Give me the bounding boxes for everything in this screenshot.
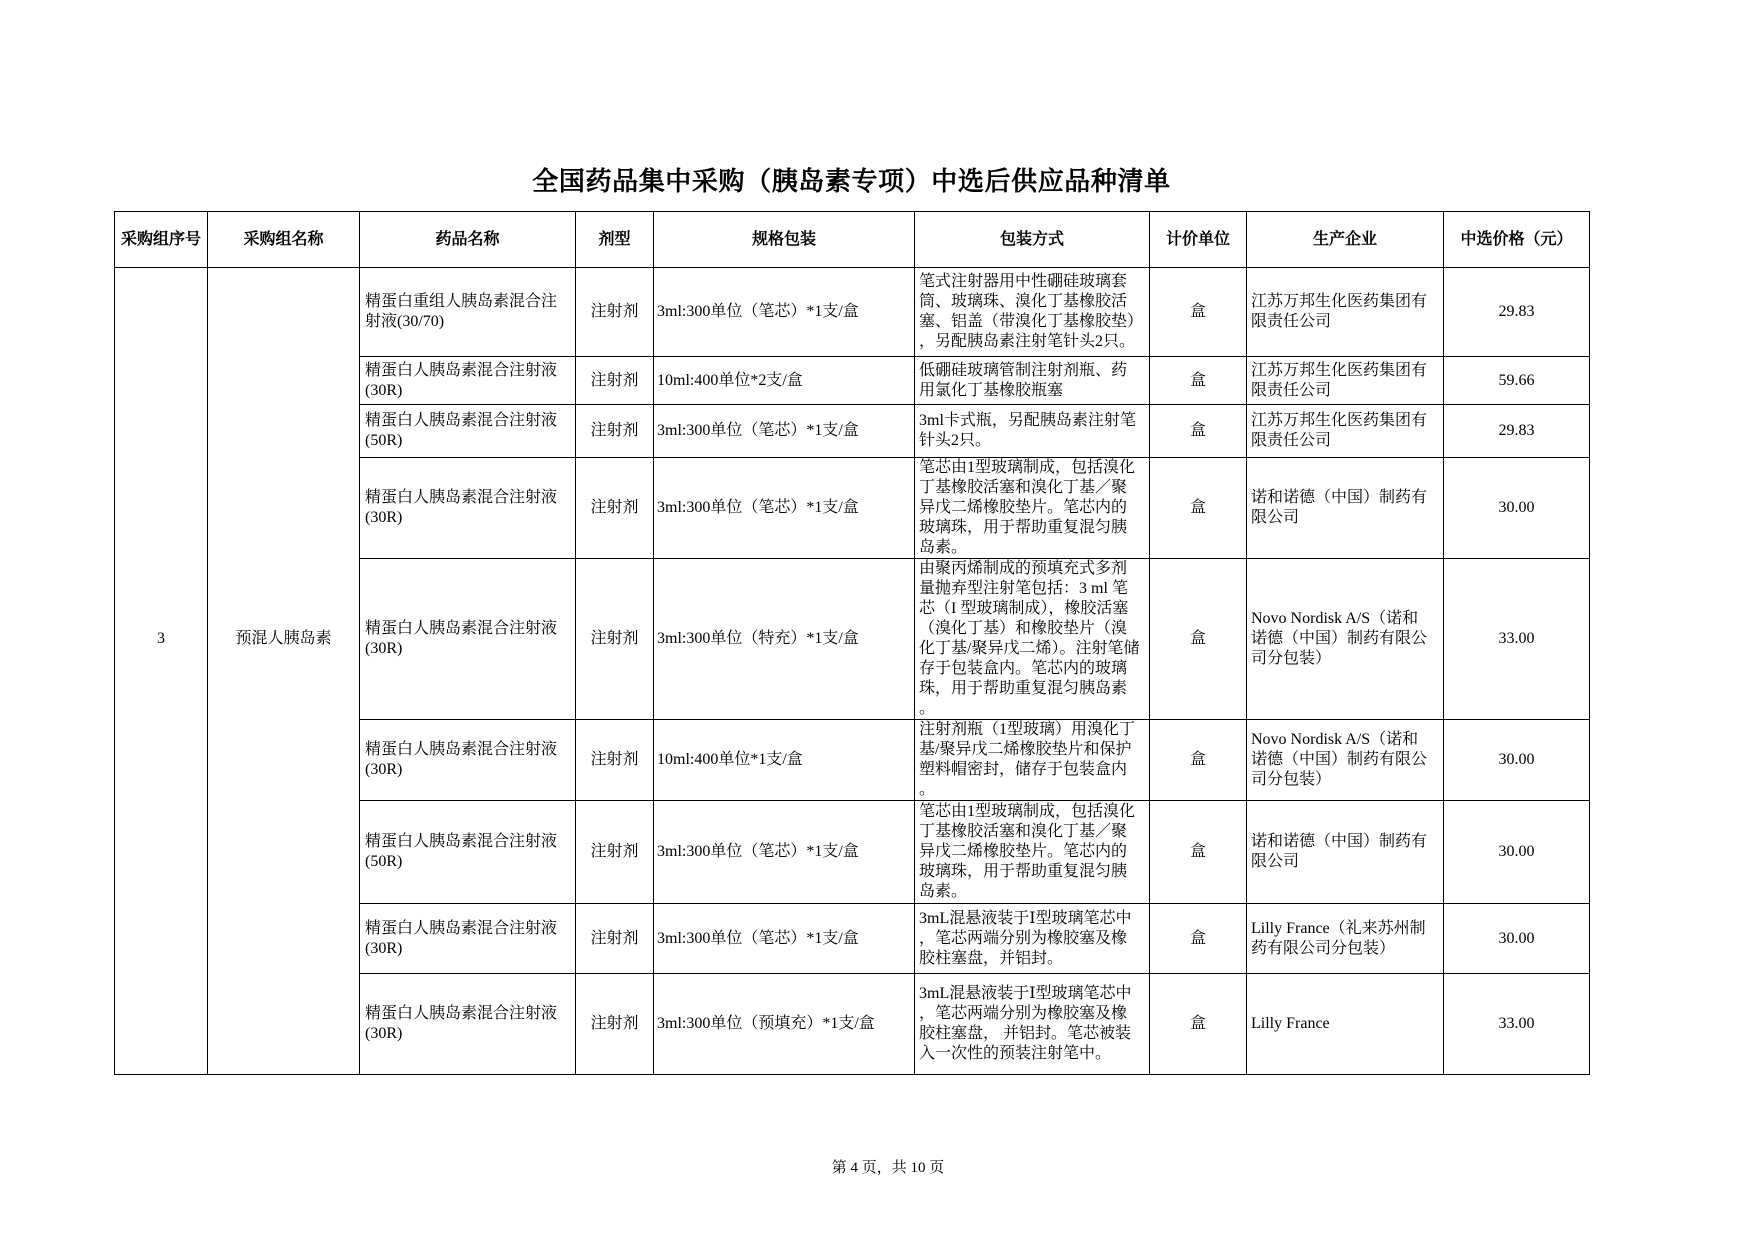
price-cell: 30.00 (1444, 801, 1590, 904)
group-number-cell: 3 (115, 268, 208, 1075)
dosage-form-cell: 注射剂 (576, 405, 654, 458)
drug-name-cell: 精蛋白人胰岛素混合注射液(50R) (360, 801, 576, 904)
page-title: 全国药品集中采购（胰岛素专项）中选后供应品种清单 (532, 167, 1171, 196)
spec-cell: 3ml:300单位（笔芯）*1支/盒 (654, 458, 915, 559)
spec-cell: 3ml:300单位（特充）*1支/盒 (654, 559, 915, 720)
packaging-cell: 3ml卡式瓶，另配胰岛素注射笔针头2只。 (915, 405, 1150, 458)
price-cell: 30.00 (1444, 458, 1590, 559)
manufacturer-cell: 诺和诺德（中国）制药有限公司 (1247, 801, 1444, 904)
spec-cell: 3ml:300单位（笔芯）*1支/盒 (654, 904, 915, 974)
header-pricing-unit: 计价单位 (1150, 212, 1247, 268)
packaging-cell: 笔式注射器用中性硼硅玻璃套筒、玻璃珠、溴化丁基橡胶活塞、铝盖（带溴化丁基橡胶垫），另配胰岛素注射笔针头2只。 (915, 268, 1150, 357)
table-header-row (115, 212, 1590, 268)
packaging-cell: 3mL混悬液装于Ⅰ型玻璃笔芯中，笔芯两端分别为橡胶塞及橡胶柱塞盘， 并铝封。笔芯被装入一次性的预装注射笔中。 (915, 974, 1150, 1075)
page-number-footer: 第 4 页，共 10 页 (831, 1160, 945, 1176)
dosage-form-cell: 注射剂 (576, 720, 654, 801)
manufacturer-cell: Novo Nordisk A/S（诺和诺德（中国）制药有限公司分包装） (1247, 720, 1444, 801)
dosage-form-cell: 注射剂 (576, 458, 654, 559)
header-drug-name: 药品名称 (360, 212, 576, 268)
header-group-name: 采购组名称 (208, 212, 360, 268)
spec-cell: 3ml:300单位（笔芯）*1支/盒 (654, 405, 915, 458)
price-cell: 30.00 (1444, 720, 1590, 801)
pricing-unit-cell: 盒 (1150, 801, 1247, 904)
dosage-form-cell: 注射剂 (576, 904, 654, 974)
drug-name-cell: 精蛋白人胰岛素混合注射液(30R) (360, 357, 576, 405)
dosage-form-cell: 注射剂 (576, 974, 654, 1075)
dosage-form-cell: 注射剂 (576, 559, 654, 720)
price-cell: 29.83 (1444, 268, 1590, 357)
supply-list-table (114, 211, 1590, 1075)
pricing-unit-cell: 盒 (1150, 720, 1247, 801)
drug-name-cell: 精蛋白人胰岛素混合注射液(30R) (360, 458, 576, 559)
table-row (115, 268, 1590, 357)
header-price: 中选价格（元） (1444, 212, 1590, 268)
pricing-unit-cell: 盒 (1150, 405, 1247, 458)
drug-name-cell: 精蛋白重组人胰岛素混合注射液(30/70) (360, 268, 576, 357)
drug-name-cell: 精蛋白人胰岛素混合注射液(30R) (360, 904, 576, 974)
price-cell: 30.00 (1444, 904, 1590, 974)
header-dosage-form: 剂型 (576, 212, 654, 268)
header-manufacturer: 生产企业 (1247, 212, 1444, 268)
price-cell: 33.00 (1444, 559, 1590, 720)
drug-name-cell: 精蛋白人胰岛素混合注射液(50R) (360, 405, 576, 458)
pricing-unit-cell: 盒 (1150, 458, 1247, 559)
price-cell: 59.66 (1444, 357, 1590, 405)
manufacturer-cell: 江苏万邦生化医药集团有限责任公司 (1247, 268, 1444, 357)
spec-cell: 3ml:300单位（笔芯）*1支/盒 (654, 801, 915, 904)
header-group-number: 采购组序号 (115, 212, 208, 268)
spec-cell: 3ml:300单位（预填充）*1支/盒 (654, 974, 915, 1075)
spec-cell: 10ml:400单位*1支/盒 (654, 720, 915, 801)
group-name-cell: 预混人胰岛素 (208, 268, 360, 1075)
manufacturer-cell: Lilly France（礼来苏州制药有限公司分包装） (1247, 904, 1444, 974)
spec-cell: 10ml:400单位*2支/盒 (654, 357, 915, 405)
header-spec: 规格包装 (654, 212, 915, 268)
manufacturer-cell: 江苏万邦生化医药集团有限责任公司 (1247, 405, 1444, 458)
dosage-form-cell: 注射剂 (576, 801, 654, 904)
drug-name-cell: 精蛋白人胰岛素混合注射液(30R) (360, 720, 576, 801)
spec-cell: 3ml:300单位（笔芯）*1支/盒 (654, 268, 915, 357)
packaging-cell: 笔芯由1型玻璃制成，包括溴化丁基橡胶活塞和溴化丁基／聚异戊二烯橡胶垫片。笔芯内的玻璃珠，用于帮助重复混匀胰岛素。 (915, 458, 1150, 559)
header-packaging: 包装方式 (915, 212, 1150, 268)
manufacturer-cell: 江苏万邦生化医药集团有限责任公司 (1247, 357, 1444, 405)
packaging-cell: 低硼硅玻璃管制注射剂瓶、药用氯化丁基橡胶瓶塞 (915, 357, 1150, 405)
manufacturer-cell: Lilly France (1247, 974, 1444, 1075)
pricing-unit-cell: 盒 (1150, 357, 1247, 405)
dosage-form-cell: 注射剂 (576, 268, 654, 357)
packaging-cell: 由聚丙烯制成的预填充式多剂量抛弃型注射笔包括：3 ml 笔芯（I 型玻璃制成），橡胶活塞（溴化丁基）和橡胶垫片（溴化丁基/聚异戊二烯）。注射笔储存于包装盒内。笔芯内的玻璃珠，用于帮助重复混匀胰岛素。 (915, 559, 1150, 720)
packaging-cell: 3mL混悬液装于Ⅰ型玻璃笔芯中，笔芯两端分别为橡胶塞及橡胶柱塞盘，并铝封。 (915, 904, 1150, 974)
price-cell: 29.83 (1444, 405, 1590, 458)
drug-name-cell: 精蛋白人胰岛素混合注射液(30R) (360, 559, 576, 720)
pricing-unit-cell: 盒 (1150, 974, 1247, 1075)
pricing-unit-cell: 盒 (1150, 268, 1247, 357)
price-cell: 33.00 (1444, 974, 1590, 1075)
manufacturer-cell: Novo Nordisk A/S（诺和诺德（中国）制药有限公司分包装） (1247, 559, 1444, 720)
packaging-cell: 笔芯由1型玻璃制成，包括溴化丁基橡胶活塞和溴化丁基／聚异戊二烯橡胶垫片。笔芯内的玻璃珠，用于帮助重复混匀胰岛素。 (915, 801, 1150, 904)
packaging-cell: 注射剂瓶（1型玻璃）用溴化丁基/聚异戊二烯橡胶垫片和保护塑料帽密封，储存于包装盒内。 (915, 720, 1150, 801)
pricing-unit-cell: 盒 (1150, 559, 1247, 720)
dosage-form-cell: 注射剂 (576, 357, 654, 405)
manufacturer-cell: 诺和诺德（中国）制药有限公司 (1247, 458, 1444, 559)
pricing-unit-cell: 盒 (1150, 904, 1247, 974)
drug-name-cell: 精蛋白人胰岛素混合注射液(30R) (360, 974, 576, 1075)
